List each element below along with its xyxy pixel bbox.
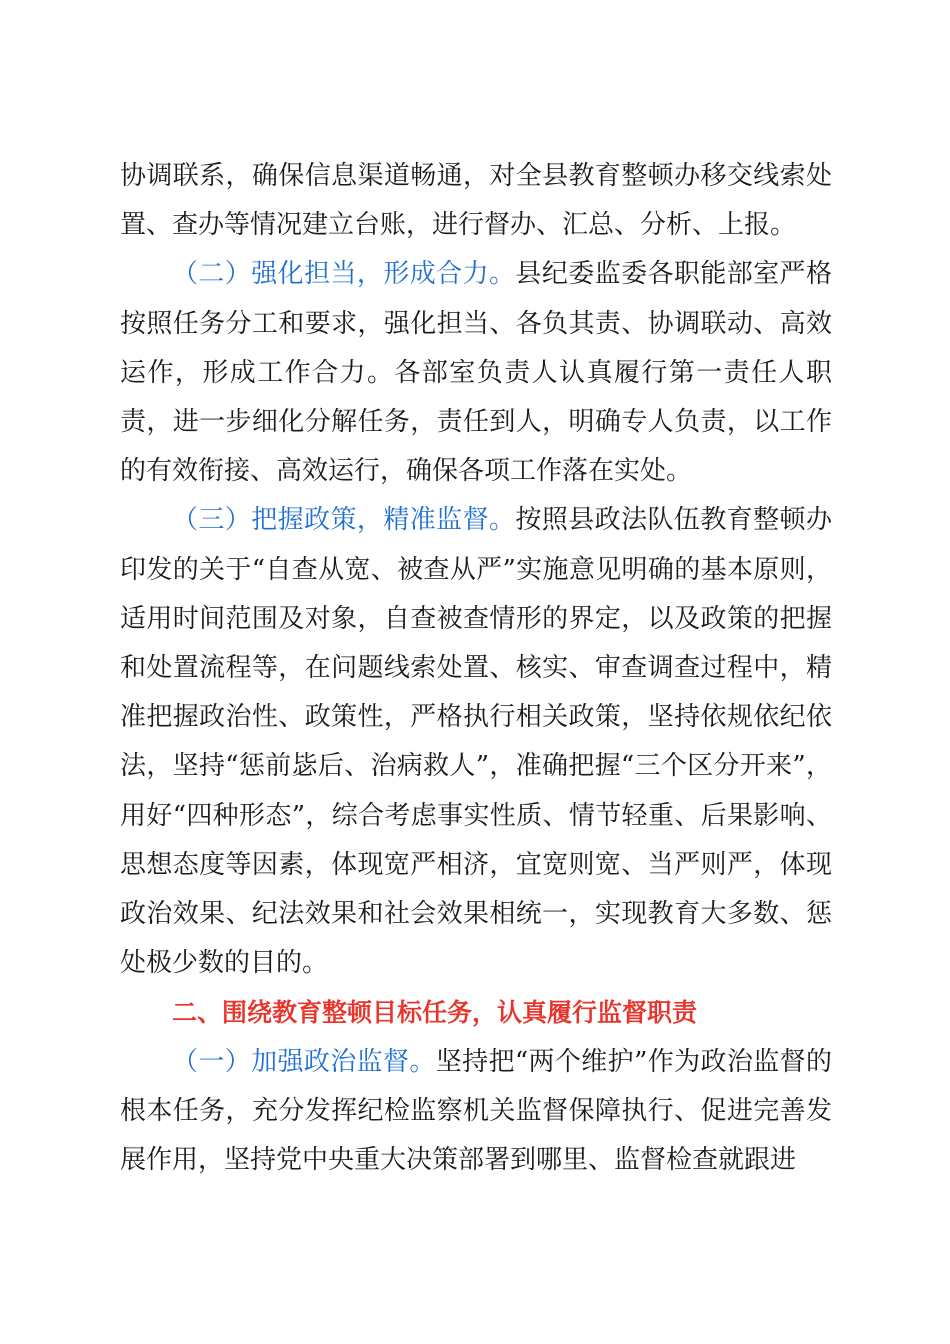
paragraph-continuation (120, 152, 832, 250)
paragraph-text: 协调联系，确保信息渠道畅通，对全县教育整顿办移交线索处置、查办等情况建立台账，进行督办、汇总、分析、上报。 (120, 161, 832, 241)
document-page (120, 152, 832, 1185)
paragraph-strengthen-responsibility (120, 250, 832, 496)
sub-heading: （一）加强政治监督。 (172, 1046, 436, 1077)
paragraph-grasp-policy (120, 496, 832, 988)
sub-heading: （三）把握政策，精准监督。 (172, 505, 516, 536)
sub-heading: （二）强化担当，形成合力。 (172, 259, 516, 290)
section-heading: 二、围绕教育整顿目标任务，认真履行监督职责 (172, 998, 698, 1028)
paragraph-text: 按照县政法队伍教育整顿办印发的关于“自查从宽、被查从严”实施意见明确的基本原则，适用时间范围及对象，自查被查情形的界定，以及政策的把握和处置流程等，在问题线索处置、核实、审查调查过程中，精准把握政治性、政策性，严格执行相关政策，坚持依规依纪依法，坚持“惩前毖后、治病救人”，准确把握“三个区分开来”，用好“四种形态”，综合考虑事实性质、情节轻重、后果影响、思想态度等因素，体现宽严相济，宜宽则宽、当严则严，体现政治效果、纪法效果和社会效果相统一，实现教育大多数、惩处极少数的目的。 (120, 505, 832, 979)
paragraph-text: 坚持把“两个维护”作为政治监督的根本任务，充分发挥纪检监察机关监督保障执行、促进完善发展作用，坚持党中央重大决策部署到哪里、监督检查就跟进 (120, 1046, 832, 1176)
paragraph-text: 县纪委监委各职能部室严格按照任务分工和要求，强化担当、各负其责、协调联动、高效运作，形成工作合力。各部室负责人认真履行第一责任人职责，进一步细化分解任务，责任到人，明确专人负责，以工作的有效衔接、高效运行，确保各项工作落在实处。 (120, 259, 832, 487)
paragraph-political-supervision (120, 1038, 832, 1186)
